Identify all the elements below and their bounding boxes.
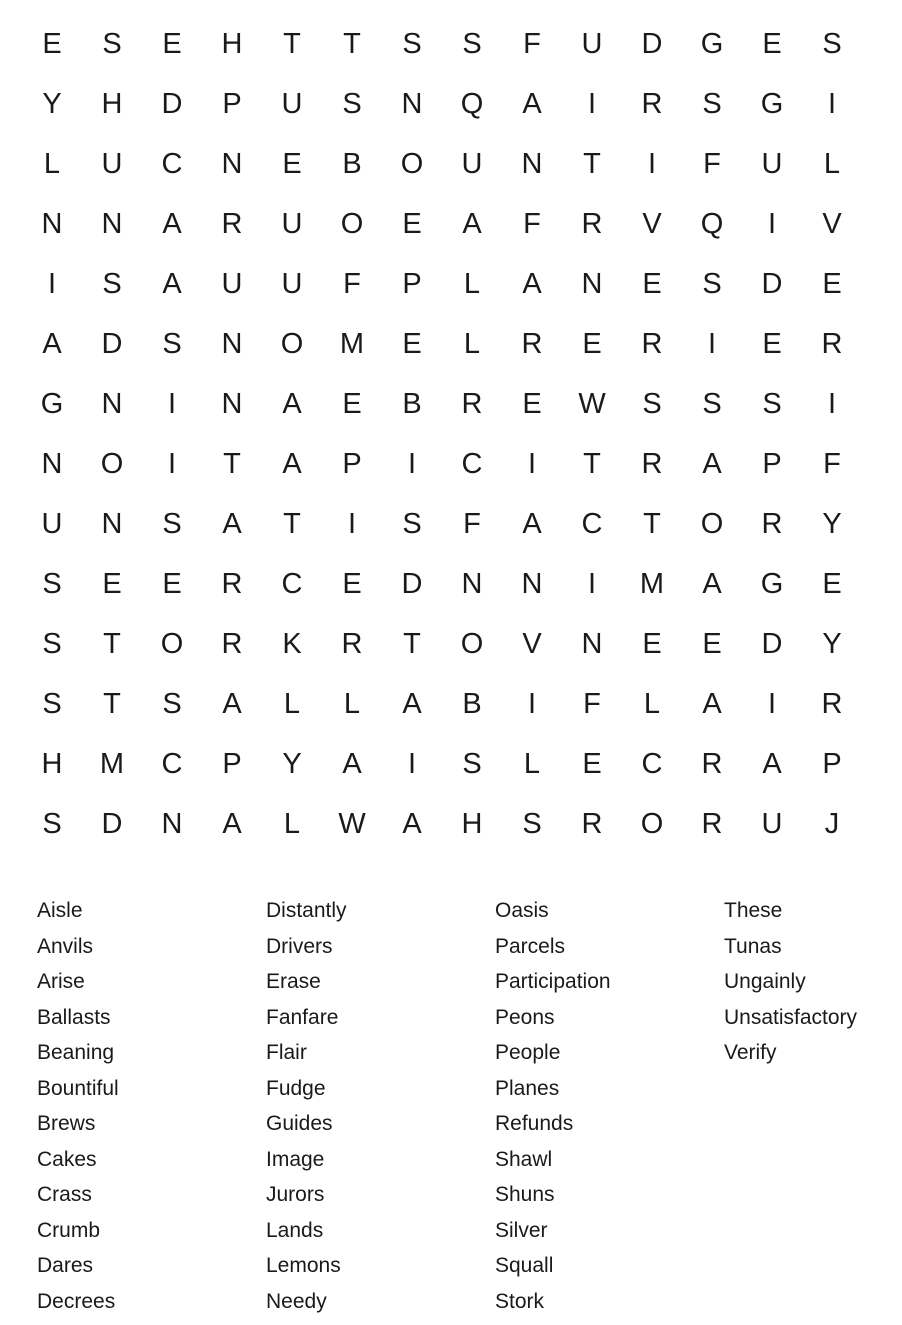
- grid-cell[interactable]: T: [103, 687, 121, 720]
- word-list-item: Oasis: [495, 899, 549, 922]
- grid-cell[interactable]: U: [101, 147, 123, 180]
- word-list-item: Image: [266, 1147, 325, 1171]
- grid-cell[interactable]: S: [162, 507, 182, 540]
- grid-cell[interactable]: L: [43, 147, 61, 180]
- word-list-item: Silver: [495, 1218, 548, 1242]
- grid-cell[interactable]: A: [462, 207, 482, 240]
- grid-cell[interactable]: E: [162, 27, 182, 60]
- grid-cell[interactable]: A: [702, 687, 722, 720]
- grid-cell[interactable]: A: [762, 747, 782, 780]
- grid-cell[interactable]: N: [41, 207, 63, 240]
- grid-cell[interactable]: I: [767, 687, 777, 720]
- grid-cell[interactable]: F: [583, 687, 601, 720]
- grid-cell[interactable]: U: [41, 507, 63, 540]
- grid-cell[interactable]: I: [587, 87, 597, 120]
- word-list-item: Decrees: [37, 1289, 116, 1313]
- grid-cell[interactable]: C: [161, 147, 183, 180]
- grid-cell[interactable]: I: [767, 207, 777, 240]
- grid-cell[interactable]: P: [222, 87, 242, 120]
- grid-cell[interactable]: L: [463, 267, 481, 300]
- grid-cell[interactable]: H: [461, 807, 483, 840]
- grid-cell[interactable]: I: [407, 747, 417, 780]
- grid-cell[interactable]: U: [761, 147, 783, 180]
- grid-cell[interactable]: N: [101, 207, 123, 240]
- grid-cell[interactable]: I: [167, 387, 177, 420]
- grid-cell[interactable]: A: [522, 507, 542, 540]
- grid-cell[interactable]: C: [281, 567, 303, 600]
- grid-cell[interactable]: E: [822, 567, 842, 600]
- grid-cell[interactable]: O: [280, 327, 304, 360]
- word-list-item: Beaning: [37, 1041, 115, 1064]
- word-list-item: Refunds: [495, 1112, 574, 1135]
- grid-cell[interactable]: D: [761, 627, 783, 660]
- grid-cell[interactable]: R: [521, 327, 543, 360]
- grid-cell[interactable]: I: [347, 507, 357, 540]
- grid-cell[interactable]: O: [400, 147, 424, 180]
- grid-cell[interactable]: E: [762, 327, 782, 360]
- grid-cell[interactable]: L: [283, 687, 301, 720]
- word-list-item: Crass: [37, 1183, 92, 1206]
- word-list-item: Crumb: [37, 1218, 101, 1242]
- grid-cell[interactable]: N: [41, 447, 63, 480]
- word-list-item: Squall: [495, 1254, 554, 1277]
- grid-cell[interactable]: T: [583, 447, 601, 480]
- grid-cell[interactable]: D: [161, 87, 183, 120]
- word-list-item: These: [724, 899, 783, 922]
- grid-cell[interactable]: F: [823, 447, 841, 480]
- grid-cell[interactable]: N: [581, 267, 603, 300]
- grid-cell[interactable]: R: [761, 507, 783, 540]
- word-list-item: Distantly: [266, 899, 347, 922]
- word-list-item: Parcels: [495, 934, 566, 958]
- grid-cell[interactable]: A: [402, 807, 422, 840]
- grid-cell[interactable]: S: [462, 747, 482, 780]
- grid-cell[interactable]: E: [102, 567, 122, 600]
- grid-cell[interactable]: S: [42, 687, 62, 720]
- grid-cell[interactable]: O: [340, 207, 364, 240]
- grid-cell[interactable]: D: [101, 327, 123, 360]
- grid-cell[interactable]: E: [42, 27, 62, 60]
- word-list-item: Peons: [495, 1005, 555, 1029]
- grid-cell[interactable]: N: [221, 387, 243, 420]
- grid-cell[interactable]: C: [161, 747, 183, 780]
- grid-cell[interactable]: N: [581, 627, 603, 660]
- grid-cell[interactable]: S: [762, 387, 782, 420]
- grid-cell[interactable]: M: [639, 567, 665, 600]
- grid-cell[interactable]: I: [587, 567, 597, 600]
- word-list-item: Anvils: [37, 934, 94, 958]
- grid-cell[interactable]: N: [101, 507, 123, 540]
- grid-cell[interactable]: G: [40, 387, 64, 420]
- grid-cell[interactable]: P: [822, 747, 842, 780]
- grid-cell[interactable]: A: [522, 267, 542, 300]
- grid-cell[interactable]: P: [762, 447, 782, 480]
- grid-cell[interactable]: E: [342, 567, 362, 600]
- grid-cell[interactable]: E: [162, 567, 182, 600]
- grid-cell[interactable]: S: [162, 687, 182, 720]
- grid-cell[interactable]: N: [221, 147, 243, 180]
- grid-cell[interactable]: T: [283, 507, 301, 540]
- grid-cell[interactable]: E: [582, 327, 602, 360]
- grid-cell[interactable]: E: [342, 387, 362, 420]
- word-list-item: Fanfare: [266, 1005, 339, 1029]
- grid-cell[interactable]: H: [41, 747, 63, 780]
- word-list-item: Guides: [266, 1112, 333, 1135]
- grid-cell[interactable]: N: [161, 807, 183, 840]
- grid-cell[interactable]: R: [221, 207, 243, 240]
- grid-cell[interactable]: G: [700, 27, 724, 60]
- word-list-item: Stork: [495, 1289, 545, 1313]
- grid-cell[interactable]: T: [223, 447, 241, 480]
- grid-cell[interactable]: O: [700, 507, 724, 540]
- grid-cell[interactable]: I: [827, 387, 837, 420]
- grid-cell[interactable]: I: [407, 447, 417, 480]
- grid-cell[interactable]: E: [762, 27, 782, 60]
- grid-cell[interactable]: A: [282, 387, 302, 420]
- grid-cell[interactable]: S: [702, 267, 722, 300]
- grid-cell[interactable]: S: [402, 507, 422, 540]
- grid-cell[interactable]: E: [282, 147, 302, 180]
- grid-cell[interactable]: I: [707, 327, 717, 360]
- grid-cell[interactable]: O: [100, 447, 124, 480]
- grid-cell[interactable]: A: [702, 447, 722, 480]
- grid-cell[interactable]: R: [641, 87, 663, 120]
- grid-cell[interactable]: A: [402, 687, 422, 720]
- grid-cell[interactable]: R: [221, 627, 243, 660]
- grid-cell[interactable]: L: [283, 807, 301, 840]
- word-list-item: Ungainly: [724, 970, 806, 993]
- grid-cell[interactable]: O: [460, 627, 484, 660]
- grid-cell[interactable]: U: [281, 207, 303, 240]
- word-list-item: Fudge: [266, 1076, 326, 1100]
- grid-cell[interactable]: F: [703, 147, 721, 180]
- word-list-item: Aisle: [37, 899, 83, 922]
- grid-cell[interactable]: S: [702, 387, 722, 420]
- grid-cell[interactable]: G: [760, 87, 784, 120]
- grid-cell[interactable]: R: [581, 807, 603, 840]
- grid-cell[interactable]: F: [523, 207, 541, 240]
- grid-cell[interactable]: S: [462, 27, 482, 60]
- grid-cell[interactable]: E: [642, 267, 662, 300]
- grid-cell[interactable]: U: [281, 87, 303, 120]
- word-list-item: People: [495, 1041, 561, 1064]
- grid-cell[interactable]: A: [342, 747, 362, 780]
- grid-cell[interactable]: Y: [822, 507, 842, 540]
- grid-cell[interactable]: A: [222, 687, 242, 720]
- grid-cell[interactable]: T: [643, 507, 661, 540]
- grid-cell[interactable]: V: [822, 207, 842, 240]
- grid-cell[interactable]: A: [162, 267, 182, 300]
- grid-cell[interactable]: S: [522, 807, 542, 840]
- grid-cell[interactable]: A: [222, 507, 242, 540]
- grid-cell[interactable]: P: [342, 447, 362, 480]
- word-list-item: Shuns: [495, 1183, 555, 1206]
- word-list-item: Lemons: [266, 1254, 341, 1277]
- grid-cell[interactable]: W: [338, 807, 366, 840]
- grid-cell[interactable]: U: [461, 147, 483, 180]
- grid-cell[interactable]: R: [581, 207, 603, 240]
- grid-cell[interactable]: P: [402, 267, 422, 300]
- grid-cell[interactable]: A: [702, 567, 722, 600]
- word-list-item: Dares: [37, 1254, 94, 1277]
- grid-cell[interactable]: Y: [282, 747, 302, 780]
- grid-cell[interactable]: N: [461, 567, 483, 600]
- grid-cell[interactable]: E: [582, 747, 602, 780]
- grid-cell[interactable]: T: [403, 627, 421, 660]
- grid-cell[interactable]: A: [162, 207, 182, 240]
- grid-cell[interactable]: R: [701, 807, 723, 840]
- grid-cell[interactable]: S: [42, 807, 62, 840]
- grid-cell[interactable]: S: [702, 87, 722, 120]
- grid-cell[interactable]: C: [641, 747, 663, 780]
- word-list-item: Planes: [495, 1076, 560, 1100]
- word-list-item: Brews: [37, 1112, 96, 1135]
- grid-cell[interactable]: R: [461, 387, 483, 420]
- grid-cell[interactable]: T: [343, 27, 361, 60]
- grid-cell[interactable]: S: [642, 387, 662, 420]
- grid-cell[interactable]: U: [581, 27, 603, 60]
- grid-cell[interactable]: E: [702, 627, 722, 660]
- grid-cell[interactable]: V: [522, 627, 542, 660]
- grid-cell[interactable]: S: [102, 27, 122, 60]
- grid-cell[interactable]: L: [343, 687, 361, 720]
- grid-cell[interactable]: W: [578, 387, 606, 420]
- grid-cell[interactable]: B: [462, 687, 482, 720]
- word-list-item: Flair: [266, 1041, 307, 1064]
- grid-cell[interactable]: N: [401, 87, 423, 120]
- word-list-item: Participation: [495, 970, 611, 993]
- grid-cell[interactable]: C: [581, 507, 603, 540]
- word-list-item: Needy: [266, 1289, 327, 1313]
- grid-cell[interactable]: O: [640, 807, 664, 840]
- grid-cell[interactable]: L: [463, 327, 481, 360]
- grid-cell[interactable]: F: [523, 27, 541, 60]
- grid-cell[interactable]: N: [101, 387, 123, 420]
- grid-cell[interactable]: P: [222, 747, 242, 780]
- grid-cell[interactable]: S: [822, 27, 842, 60]
- grid-cell[interactable]: S: [42, 627, 62, 660]
- grid-cell[interactable]: L: [523, 747, 541, 780]
- grid-cell[interactable]: D: [761, 267, 783, 300]
- grid-cell[interactable]: A: [42, 327, 62, 360]
- grid-cell[interactable]: C: [461, 447, 483, 480]
- grid-cell[interactable]: R: [701, 747, 723, 780]
- grid-cell[interactable]: I: [47, 267, 57, 300]
- grid-cell[interactable]: O: [160, 627, 184, 660]
- word-list-item: Ballasts: [37, 1005, 111, 1029]
- grid-cell[interactable]: F: [343, 267, 361, 300]
- grid-cell[interactable]: B: [402, 387, 422, 420]
- grid-cell[interactable]: E: [822, 267, 842, 300]
- grid-cell[interactable]: I: [827, 87, 837, 120]
- word-list-item: Arise: [37, 970, 85, 993]
- grid-cell[interactable]: Q: [700, 207, 724, 240]
- word-list-item: Drivers: [266, 934, 333, 958]
- grid-cell[interactable]: N: [521, 147, 543, 180]
- grid-cell[interactable]: R: [821, 327, 843, 360]
- grid-cell[interactable]: N: [521, 567, 543, 600]
- grid-cell[interactable]: R: [221, 567, 243, 600]
- grid-cell[interactable]: T: [103, 627, 121, 660]
- word-list-item: Bountiful: [37, 1076, 119, 1100]
- grid-cell[interactable]: G: [760, 567, 784, 600]
- grid-cell[interactable]: E: [642, 627, 662, 660]
- grid-cell[interactable]: A: [282, 447, 302, 480]
- grid-cell[interactable]: F: [463, 507, 481, 540]
- grid-cell[interactable]: S: [162, 327, 182, 360]
- grid-cell[interactable]: I: [527, 687, 537, 720]
- grid-cell[interactable]: H: [101, 87, 123, 120]
- grid-cell[interactable]: I: [167, 447, 177, 480]
- word-list-item: Shawl: [495, 1147, 553, 1171]
- grid-cell[interactable]: D: [401, 567, 423, 600]
- grid-cell[interactable]: U: [221, 267, 243, 300]
- grid-cell[interactable]: E: [402, 327, 422, 360]
- grid-cell[interactable]: M: [99, 747, 125, 780]
- grid-cell[interactable]: J: [824, 807, 840, 840]
- word-list-item: Lands: [266, 1218, 324, 1242]
- grid-cell[interactable]: Y: [42, 87, 62, 120]
- word-list-item: Verify: [724, 1041, 777, 1064]
- word-list-item: Unsatisfactory: [724, 1005, 858, 1029]
- grid-cell[interactable]: N: [221, 327, 243, 360]
- grid-cell[interactable]: R: [641, 447, 663, 480]
- word-list-item: Erase: [266, 970, 321, 993]
- grid-cell[interactable]: V: [642, 207, 662, 240]
- grid-cell[interactable]: T: [283, 27, 301, 60]
- grid-cell[interactable]: A: [522, 87, 542, 120]
- grid-cell[interactable]: H: [221, 27, 243, 60]
- grid-cell[interactable]: U: [761, 807, 783, 840]
- grid-cell[interactable]: L: [823, 147, 841, 180]
- grid-cell[interactable]: R: [641, 327, 663, 360]
- grid-cell[interactable]: K: [282, 627, 302, 660]
- letter-grid: [22, 14, 862, 854]
- grid-cell[interactable]: D: [101, 807, 123, 840]
- grid-cell[interactable]: R: [821, 687, 843, 720]
- grid-cell[interactable]: R: [341, 627, 363, 660]
- grid-cell[interactable]: S: [102, 267, 122, 300]
- grid-cell[interactable]: Q: [460, 87, 484, 120]
- grid-cell[interactable]: A: [222, 807, 242, 840]
- grid-cell[interactable]: I: [527, 447, 537, 480]
- word-list: [37, 893, 884, 1319]
- grid-cell[interactable]: D: [641, 27, 663, 60]
- grid-cell[interactable]: B: [342, 147, 362, 180]
- grid-cell[interactable]: S: [42, 567, 62, 600]
- grid-cell[interactable]: I: [647, 147, 657, 180]
- grid-cell[interactable]: S: [402, 27, 422, 60]
- grid-cell[interactable]: U: [281, 267, 303, 300]
- word-list-item: Jurors: [266, 1183, 325, 1206]
- word-list-item: Cakes: [37, 1147, 97, 1171]
- grid-cell[interactable]: M: [339, 327, 365, 360]
- grid-cell[interactable]: L: [643, 687, 661, 720]
- word-list-item: Tunas: [724, 934, 782, 958]
- grid-cell[interactable]: E: [402, 207, 422, 240]
- grid-cell[interactable]: Y: [822, 627, 842, 660]
- grid-cell[interactable]: E: [522, 387, 542, 420]
- grid-cell[interactable]: S: [342, 87, 362, 120]
- grid-cell[interactable]: T: [583, 147, 601, 180]
